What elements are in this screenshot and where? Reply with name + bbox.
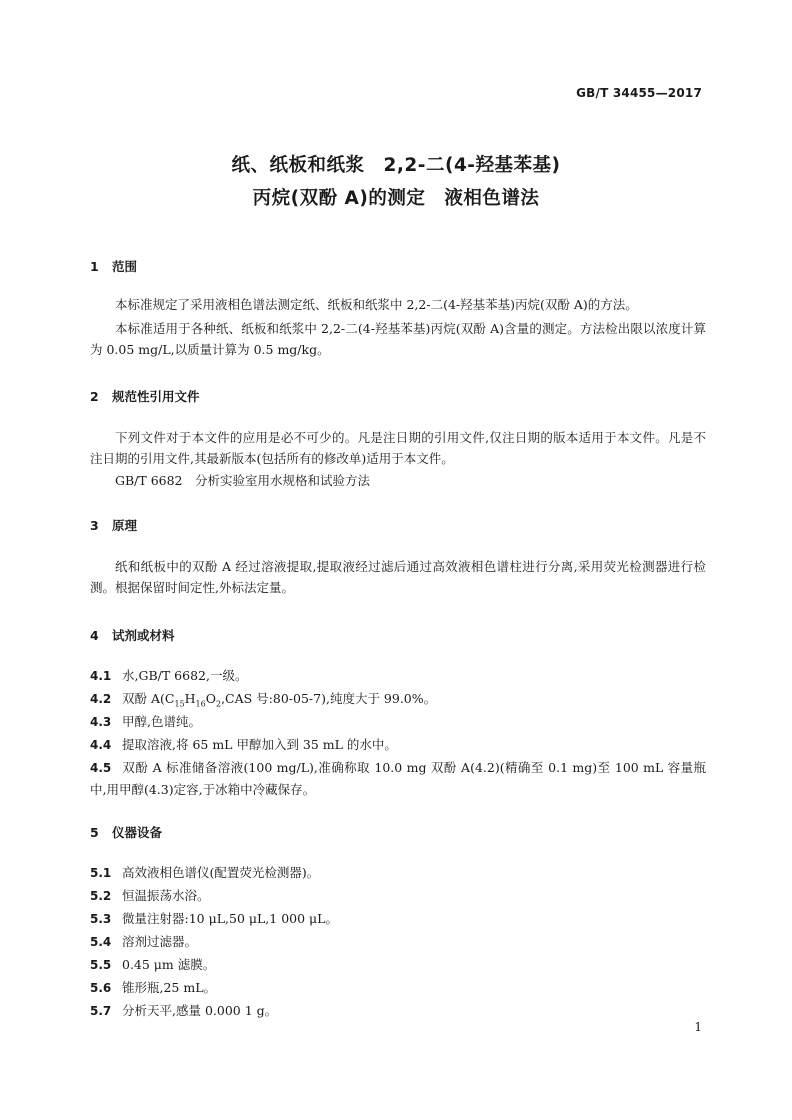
section-title: 试剂或材料 (112, 628, 175, 643)
section-number: 5 (90, 825, 99, 840)
item-number: 4.3 (90, 715, 112, 729)
apparatus-item (90, 908, 706, 930)
item-number: 5.2 (90, 889, 112, 903)
document-title-line2: 丙烷(双酚 A)的测定 液相色谱法 (252, 188, 540, 209)
document-title-line1: 纸、纸板和纸浆 2,2-二(4-羟基苯基) (231, 155, 561, 176)
reagent-item (90, 757, 706, 800)
section-heading-apparatus (90, 823, 162, 841)
scope-paragraph-2: 本标准适用于各种纸、纸板和纸浆中 2,2-二(4-羟基苯基)丙烷(双酚 A)含量的测定。方法检出限以浓度计算为 0.05 mg/L,以质量计算为 0.5 mg/kg。 (90, 321, 706, 357)
apparatus-item (90, 954, 706, 976)
apparatus-item (90, 977, 706, 999)
item-number: 4.2 (90, 692, 112, 706)
section-number: 1 (90, 259, 99, 274)
item-text: 恒温振荡水浴。 (122, 888, 210, 903)
item-number: 4.4 (90, 738, 112, 752)
item-text: 分析天平,感量 0.000 1 g。 (122, 1003, 278, 1018)
item-number: 4.5 (90, 761, 112, 775)
section-title: 仪器设备 (112, 825, 163, 840)
item-text: 溶剂过滤器。 (122, 934, 198, 949)
section-number: 3 (90, 518, 99, 533)
item-text: 锥形瓶,25 mL。 (122, 980, 217, 995)
section-heading-normative-references (90, 387, 200, 405)
section-heading-reagents (90, 626, 175, 644)
item-text: 甲醇,色谱纯。 (122, 714, 201, 729)
standard-number: GB/T 34455—2017 (576, 86, 702, 100)
item-number: 5.7 (90, 1004, 112, 1018)
section-heading-scope (90, 257, 137, 275)
item-text: 水,GB/T 6682,一级。 (122, 668, 248, 683)
reagent-item (90, 665, 706, 687)
item-number: 5.5 (90, 958, 112, 972)
section-title: 范围 (112, 259, 138, 274)
section-heading-principle (90, 516, 137, 534)
item-text: 双酚 A 标准储备溶液(100 mg/L),准确称取 10.0 mg 双酚 A(4.2)(精确至 0.1 mg)至 100 mL 容量瓶中,用甲醇(4.3)定容,于冰箱中冷藏保存。 (90, 760, 706, 797)
principle-paragraph: 纸和纸板中的双酚 A 经过溶液提取,提取液经过滤后通过高效液相色谱柱进行分离,采用荧光检测器进行检测。根据保留时间定性,外标法定量。 (90, 559, 706, 595)
item-text: 0.45 μm 滤膜。 (122, 957, 216, 972)
references-paragraph: 下列文件对于本文件的应用是必不可少的。凡是注日期的引用文件,仅注日期的版本适用于本文件。凡是不注日期的引用文件,其最新版本(包括所有的修改单)适用于本文件。 (90, 430, 706, 466)
reference-gbt6682: GB/T 6682 分析实验室用水规格和试验方法 (115, 473, 371, 488)
page-number: 1 (694, 1020, 702, 1034)
section-title: 规范性引用文件 (112, 389, 200, 404)
item-text: 微量注射器:10 μL,50 μL,1 000 μL。 (122, 911, 338, 926)
section-number: 2 (90, 389, 99, 404)
section-title: 原理 (112, 518, 138, 533)
item-number: 5.4 (90, 935, 112, 949)
item-number: 5.1 (90, 866, 112, 880)
apparatus-item (90, 862, 706, 884)
section-number: 4 (90, 628, 99, 643)
item-number: 4.1 (90, 669, 112, 683)
item-number: 5.6 (90, 981, 112, 995)
scope-paragraph-1: 本标准规定了采用液相色谱法测定纸、纸板和纸浆中 2,2-二(4-羟基苯基)丙烷(双酚 A)的方法。 (115, 297, 638, 312)
reagent-item (90, 711, 706, 733)
reagent-item (90, 734, 706, 756)
apparatus-item (90, 1000, 706, 1022)
item-number: 5.3 (90, 912, 112, 926)
apparatus-item (90, 931, 706, 953)
item-text: 双酚 $A(C_{15}H_{16}O_2,CAS$ 号:80-05-7),纯度大于 99.0%。 (122, 691, 437, 709)
item-text: 高效液相色谱仪(配置荧光检测器)。 (122, 865, 320, 880)
apparatus-item (90, 885, 706, 907)
item-text: 提取溶液,将 65 mL 甲醇加入到 35 mL 的水中。 (122, 737, 397, 752)
